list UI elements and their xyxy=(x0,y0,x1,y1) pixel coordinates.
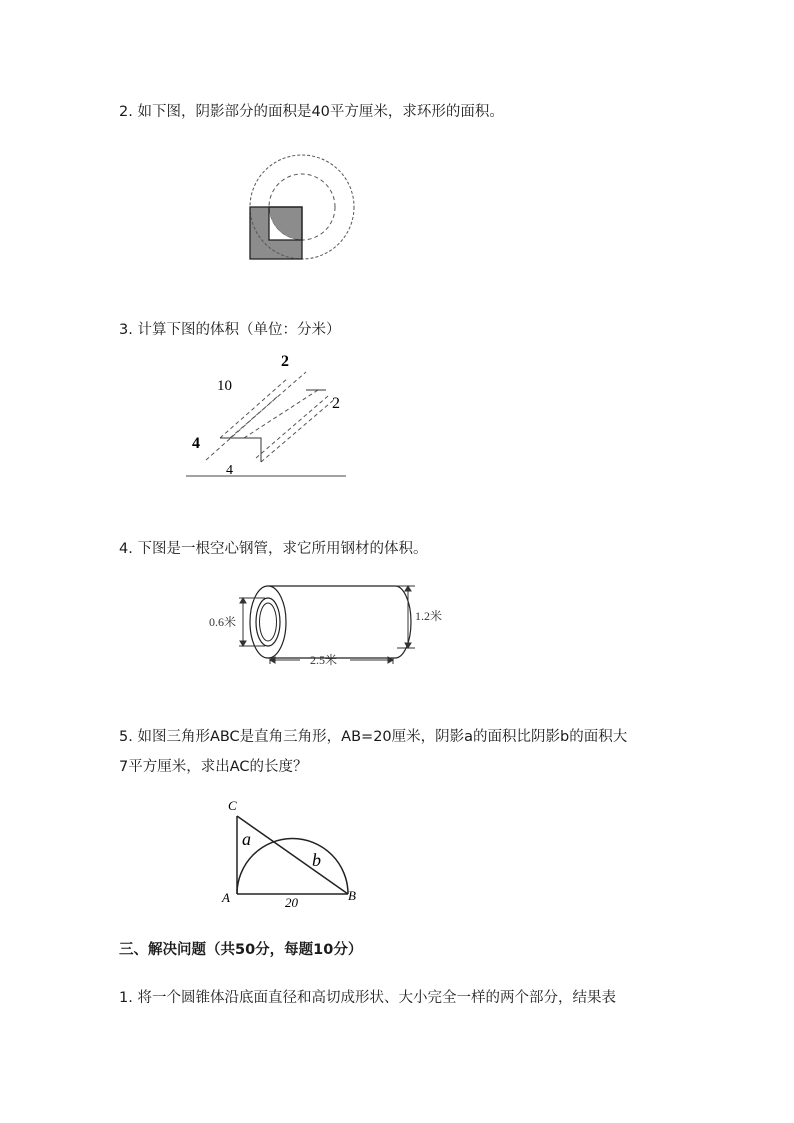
label-ab-length: 20 xyxy=(285,895,298,910)
question-5-line-1: 5. 如图三角形ABC是直角三角形，AB=20厘米，阴影a的面积比阴影b的面积大 xyxy=(119,729,628,745)
edge-dashed xyxy=(256,396,328,458)
edge-dashed xyxy=(244,390,318,438)
question-3-text: 3. 计算下图的体积（单位：分米） xyxy=(119,322,341,338)
front-step xyxy=(220,438,261,462)
edge-dashed xyxy=(261,398,336,462)
right-triangle-figure xyxy=(218,794,368,910)
hollow-pipe-figure xyxy=(205,580,455,672)
label-region-b: b xyxy=(312,850,321,870)
annulus-figure xyxy=(240,148,370,268)
label-bottom-4: 4 xyxy=(226,463,233,478)
arrow-icon xyxy=(405,586,411,591)
arrow-icon xyxy=(240,641,246,646)
label-left-4: 4 xyxy=(192,435,200,452)
label-point-c: C xyxy=(228,798,237,813)
question-2-text: 2. 如下图，阴影部分的面积是40平方厘米，求环形的面积。 xyxy=(119,104,504,120)
label-outer-diameter: 1.2米 xyxy=(415,609,443,623)
edge-dashed xyxy=(230,372,306,438)
label-point-a: A xyxy=(222,890,230,905)
label-length: 2.5米 xyxy=(310,653,338,667)
question-5-line-2: 7平方厘米，求出AC的长度？ xyxy=(119,759,308,775)
label-right-2: 2 xyxy=(332,395,340,412)
label-10: 10 xyxy=(217,378,232,394)
section-3-heading: 三、解决问题（共50分，每题10分） xyxy=(119,942,363,958)
label-inner-diameter: 0.6米 xyxy=(209,615,237,629)
label-point-b: B xyxy=(348,888,356,903)
step-prism-figure xyxy=(186,350,356,480)
arrow-icon xyxy=(240,598,246,603)
section-3-question-1: 1. 将一个圆锥体沿底面直径和高切成形状、大小完全一样的两个部分，结果表 xyxy=(119,990,616,1006)
question-4-text: 4. 下图是一根空心钢管，求它所用钢材的体积。 xyxy=(119,541,428,557)
semicircle-arc xyxy=(237,839,348,895)
label-top-2: 2 xyxy=(281,353,289,370)
label-region-a: a xyxy=(242,829,251,849)
